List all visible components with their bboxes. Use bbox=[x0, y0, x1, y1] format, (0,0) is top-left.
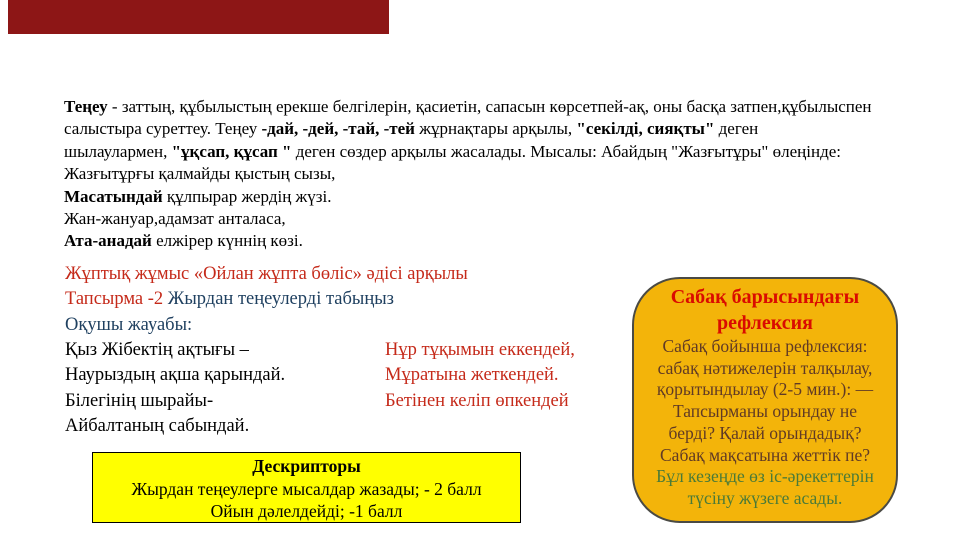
top-red-banner bbox=[8, 0, 389, 34]
reflection-body-text: Сабақ бойынша рефлексия: сабақ нәтижелерін талқылау, қорытындылау (2-5 мин.): — Тапсырманы орындау не берді? Қалай орындадық? Сабақ мақсатына жеттік пе? bbox=[656, 336, 874, 465]
comparison-row: Қыз Жібектің ақтығы – Нұр тұқымын еккендей, bbox=[65, 340, 575, 360]
comparison-row: Айбалтаның сабындай. bbox=[65, 416, 250, 437]
pair-work-task-section: Жұптық жұмыс «Ойлан жұпта бөліс» әдісі арқылы Тапсырма -2 Жырдан теңеулерді табыңыз Оқушы жауабы: bbox=[65, 264, 468, 335]
descriptor-title: Дескрипторы bbox=[252, 456, 361, 476]
reflection-box bbox=[632, 277, 898, 523]
reflection-green-text: Бұл кезеңде өз іс-әрекеттерін түсіну жүзеге асады. bbox=[656, 466, 874, 508]
comparison-row: Наурыздың ақша қарындай. Мұратына жеткендей. bbox=[65, 365, 559, 386]
comparison-row: Білегінің шырайы- Бетінен келіп өпкендей bbox=[65, 390, 569, 411]
student-answer-rows bbox=[65, 338, 645, 440]
reflection-title: Сабақ барысындағы рефлексия bbox=[670, 286, 860, 334]
tenew-definition-paragraph: Теңеу - заттың, құбылыстың ерекше белгілерін, қасиетін, сапасын көрсетпей-ақ, оны басқа затпен,құбылыспен салыстыра суреттеу. Теңеу -дай, -дей, -тай, -тей жұрнақтары арқылы, "секілді, сияқты" деген шылаулармен, "ұқсап, құсап " деген сөздер арқылы жасалады. Мысалы: Абайдың "Жазғытұры" өлеңінде: Жазғытұрғы қалмайды қыстың сызы, Масатындай құлпырар жердің жүзі. Жан-жануар,адамзат анталаса, Ата-анадай елжірер күннің көзі. bbox=[64, 97, 872, 251]
descriptor-box bbox=[92, 452, 521, 523]
descriptor-lines: Жырдан теңеулерге мысалдар жазады; - 2 балл Ойын дәлелдейді; -1 балл bbox=[131, 478, 482, 521]
